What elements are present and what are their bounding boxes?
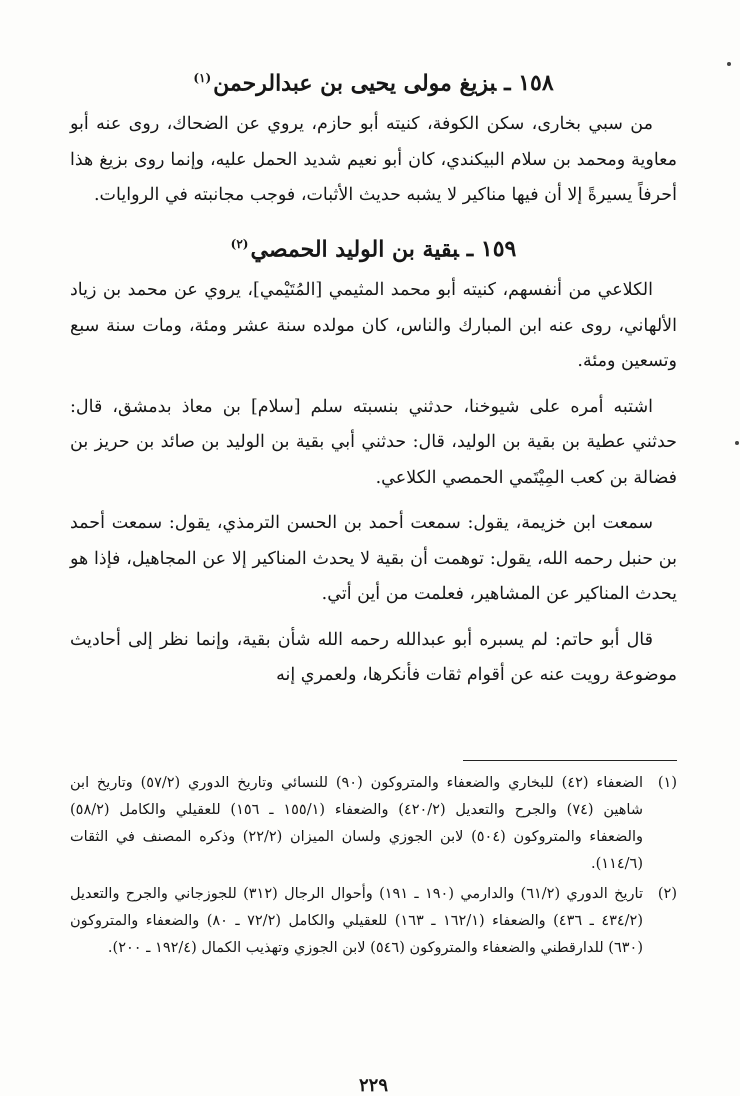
footnote-ref[interactable]: (١) (193, 71, 212, 85)
footnote-number: (٢) (657, 886, 677, 902)
footnote-text: تاريخ الدوري (٦١/٢) والدارمي (١٩٠ ـ ١٩١) وأحوال الرجال (٣١٢) للجوزجاني والجرح والتعديل (٤٣٤/٢ ـ ٤٣٦) والضعفاء (١٦٢/١ ـ ١٦٣) للعقيلي والكامل (٧٢/٢ ـ ٨٠) والضعفاء والمتروكون (٦٣٠) للدارقطني والضعفاء والمتروكون (٥٤٦) لابن الجوزي وتهذيب الكمال (١٩٢/٤ ـ ٢٠٠). (70, 886, 644, 956)
footnote-ref[interactable]: (٢) (230, 236, 249, 251)
paragraph: قال أبو حاتم: لم يسبره أبو عبدالله رحمه الله شأن بقية، وإنما نظر إلى أحاديث موضوعة رويت عنه عن أقوام ثقات فأنكرها، ولعمري إنه (70, 629, 677, 686)
entry-heading (70, 58, 677, 103)
paragraph: سمعت ابن خزيمة، يقول: سمعت أحمد بن الحسن الترمذي، يقول: سمعت أحمد بن حنبل رحمه الله، يقول: توهمت أن بقية لا يحدث المناكير إلا عن المجاهيل، فإذا هو يحدث المناكير عن المشاهير، فعلمت من أين أتي. (70, 513, 677, 605)
scan-mark (735, 441, 739, 445)
scan-mark (727, 62, 731, 66)
paragraph: اشتبه أمره على شيوخنا، حدثني بنسبته سلم [سلام] بن معاذ بدمشق، قال: حدثني عطية بن بقية بن الوليد، قال: حدثني أبي بقية بن الوليد بن صائد بن حريز بن فضالة بن كعب المِيْتَمي الحمصي الكلاعي. (70, 396, 677, 488)
book-page (70, 58, 677, 1096)
footnote-number: (١) (657, 775, 677, 791)
footnote-text: الضعفاء (٤٢) للبخاري والضعفاء والمتروكون (٩٠) للنسائي وتاريخ الدوري (٥٧/٢) وتاريخ ابن شاهين (٧٤) والجرح والتعديل (٤٢٠/٢) والضعفاء (١٥٥/١ ـ ١٥٦) للعقيلي والكامل (٥٨/٢) والضعفاء والمتروكون (٥٠٤) لابن الجوزي ولسان الميزان (٢٢/٢) وذكره المصنف في الثقات (١١٤/٦). (70, 775, 644, 872)
footnotes (70, 770, 677, 965)
page-number: ٢٢٩ (358, 1075, 388, 1096)
footnote (70, 881, 677, 962)
entry-number: ١٥٩ ـ (466, 236, 517, 263)
paragraph: من سبي بخارى، سكن الكوفة، كنيته أبو حازم، يروي عن الضحاك، روى عنه أبو معاوية ومحمد بن سلام البيكندي، كان أبو نعيم شديد الحمل عليه، وإنما روى بزيغ هذا أحرفاً يسيرةً إلا أن فيها مناكير لا يشبه حديث الأثبات، فوجب مجانبته في الروايات. (70, 114, 677, 206)
entry-name: بقية بن الوليد الحمصي (250, 236, 459, 263)
entry-name: بزيغ مولى يحيى بن عبدالرحمن (213, 70, 497, 97)
paragraph: الكلاعي من أنفسهم، كنيته أبو محمد المثيمي [المُتَيْمي]، يروي عن محمد بن زياد الألهاني، روى عنه ابن المبارك والناس، كان مولده سنة عشر ومئة، ومات سنة سبع وتسعين ومئة. (70, 280, 677, 372)
entry-heading (70, 224, 677, 269)
entry-number: ١٥٨ ـ (504, 70, 554, 97)
footnote (70, 770, 677, 878)
footnote-divider (463, 760, 677, 761)
